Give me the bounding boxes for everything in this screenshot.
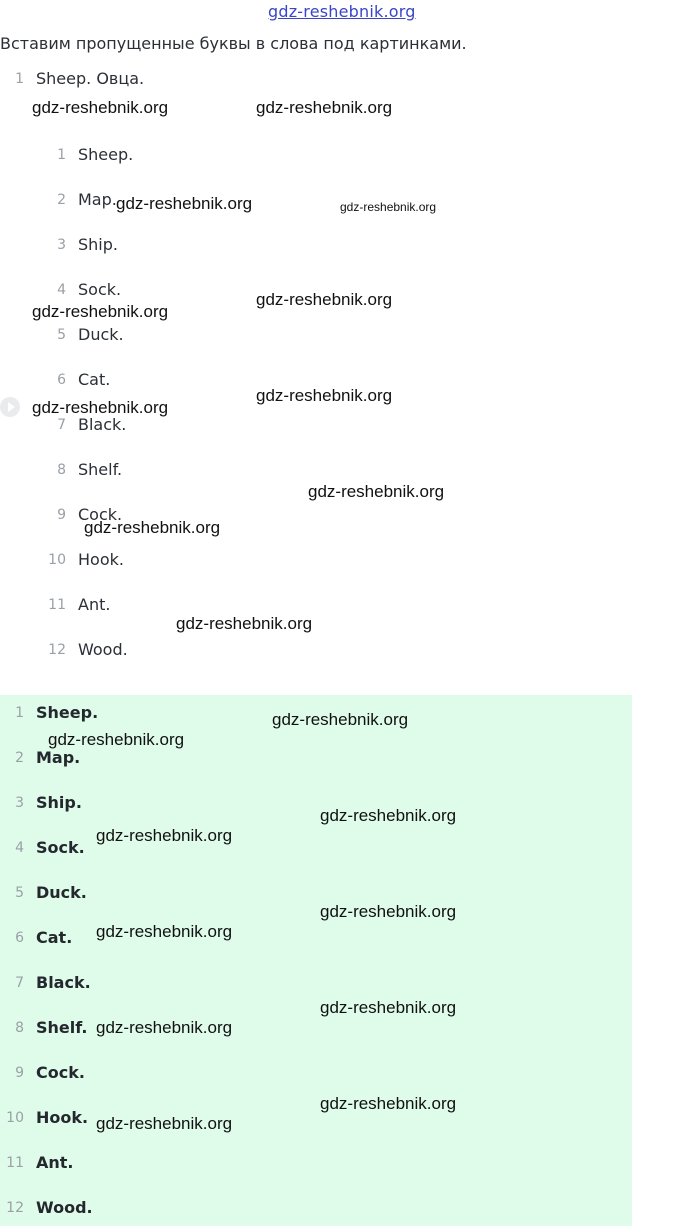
item-number: 2 [15, 750, 24, 766]
watermark-text: gdz-reshebnik.org [272, 710, 409, 729]
list-item [0, 235, 300, 255]
item-word: Hook. [36, 1108, 89, 1127]
item-number: 6 [15, 930, 24, 946]
watermark-text: gdz-reshebnik.org [340, 200, 437, 214]
item-number: 6 [57, 372, 66, 388]
list-item [0, 280, 300, 300]
watermark-text: gdz-reshebnik.org [32, 302, 169, 321]
watermark-text: gdz-reshebnik.org [96, 922, 233, 941]
watermark-text: gdz-reshebnik.org [32, 398, 169, 417]
item-number: 12 [48, 642, 66, 658]
item-word: Ship. [36, 793, 82, 812]
item-word: Ant. [36, 1153, 74, 1172]
watermark-text: gdz-reshebnik.org [320, 902, 457, 921]
item-number: 10 [48, 552, 66, 568]
list-item [0, 595, 300, 615]
item-number: 3 [15, 795, 24, 811]
line-text: Sheep. Овца. [36, 69, 145, 88]
watermark-text: gdz-reshebnik.org [256, 290, 393, 309]
item-number: 9 [57, 507, 66, 523]
site-link[interactable]: gdz-reshebnik.org [268, 2, 416, 21]
task-instruction: Вставим пропущенные буквы в слова под картинками. [0, 34, 467, 53]
list-item [0, 325, 300, 345]
watermark-text: gdz-reshebnik.org [84, 518, 221, 537]
watermark-text: gdz-reshebnik.org [320, 806, 457, 825]
item-word: Sock. [78, 280, 122, 299]
item-number: 3 [57, 237, 66, 253]
item-number: 10 [6, 1110, 24, 1126]
item-word: Map. [36, 748, 81, 767]
watermark-text: gdz-reshebnik.org [32, 98, 169, 117]
item-word: Map. [78, 190, 117, 209]
item-word: Duck. [78, 325, 124, 344]
list-item [0, 703, 300, 723]
item-word: Cat. [78, 370, 111, 389]
item-number: 5 [15, 885, 24, 901]
item-word: Sock. [36, 838, 85, 857]
item-word: Hook. [78, 550, 124, 569]
watermark-text: gdz-reshebnik.org [48, 730, 185, 749]
list-item [0, 748, 300, 768]
item-word: Cock. [36, 1063, 85, 1082]
list-item [0, 1153, 300, 1173]
item-number: 11 [6, 1155, 24, 1171]
item-word: Shelf. [36, 1018, 88, 1037]
item-word: Wood. [78, 640, 128, 659]
item-number: 11 [48, 597, 66, 613]
item-number: 8 [57, 462, 66, 478]
list-item [0, 460, 300, 480]
item-number: 4 [57, 282, 66, 298]
list-item [0, 1063, 300, 1083]
item-word: Ship. [78, 235, 118, 254]
item-word: Black. [36, 973, 91, 992]
watermark-text: gdz-reshebnik.org [320, 1094, 457, 1113]
list-item [0, 145, 300, 165]
line-number: 1 [15, 71, 24, 87]
watermark-text: gdz-reshebnik.org [256, 98, 393, 117]
list-item [0, 973, 300, 993]
list-item [0, 793, 300, 813]
item-word: Black. [78, 415, 127, 434]
item-number: 5 [57, 327, 66, 343]
watermark-text: gdz-reshebnik.org [256, 386, 393, 405]
first-answer-line [0, 69, 300, 89]
list-item [0, 415, 300, 435]
item-word: Cat. [36, 928, 73, 947]
list-item [0, 370, 300, 390]
item-number: 4 [15, 840, 24, 856]
item-number: 1 [57, 147, 66, 163]
play-icon[interactable] [0, 397, 20, 417]
watermark-text: gdz-reshebnik.org [96, 1018, 233, 1037]
item-word: Sheep. [36, 703, 99, 722]
item-word: Ant. [78, 595, 111, 614]
item-number: 7 [57, 417, 66, 433]
item-word: Sheep. [78, 145, 134, 164]
item-word: Wood. [36, 1198, 93, 1217]
list-item [0, 883, 300, 903]
item-number: 7 [15, 975, 24, 991]
watermark-text: gdz-reshebnik.org [96, 826, 233, 845]
item-word: Duck. [36, 883, 87, 902]
list-item [0, 1198, 300, 1218]
item-number: 8 [15, 1020, 24, 1036]
list-item [0, 550, 300, 570]
watermark-text: gdz-reshebnik.org [176, 614, 313, 633]
watermark-text: gdz-reshebnik.org [320, 998, 457, 1017]
item-number: 9 [15, 1065, 24, 1081]
item-number: 1 [15, 705, 24, 721]
item-word: Shelf. [78, 460, 123, 479]
watermark-text: gdz-reshebnik.org [96, 1114, 233, 1133]
item-number: 12 [6, 1200, 24, 1216]
item-number: 2 [57, 192, 66, 208]
watermark-text: gdz-reshebnik.org [116, 194, 253, 213]
answer-block [0, 695, 632, 1226]
list-item [0, 640, 300, 660]
item-word: Cock. [78, 505, 123, 524]
watermark-text: gdz-reshebnik.org [308, 482, 445, 501]
